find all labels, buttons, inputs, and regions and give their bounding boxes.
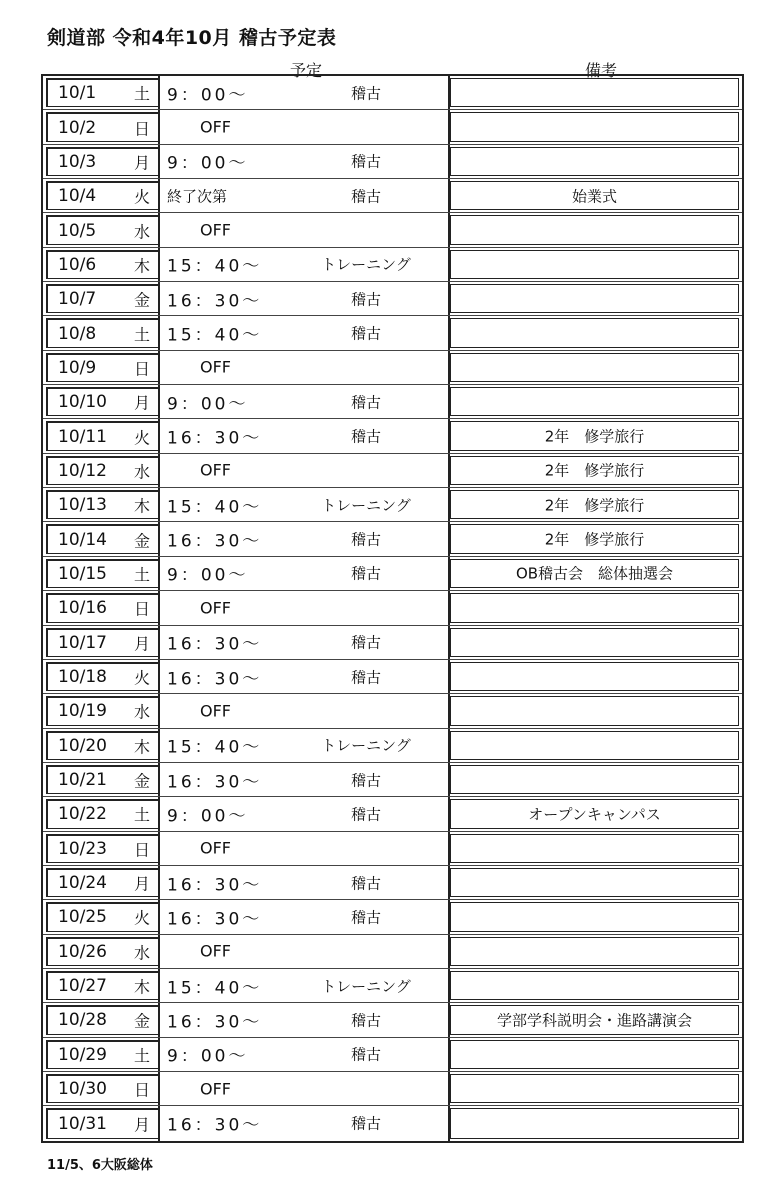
notes-cell <box>450 524 739 553</box>
weekday-label: 木 <box>134 977 151 997</box>
table-row <box>43 522 742 556</box>
plan-cell <box>158 694 450 727</box>
time-label: 9：00～ <box>167 153 249 174</box>
weekday-label: 日 <box>134 840 151 860</box>
table-row <box>43 488 742 522</box>
activity-label: 稽古 <box>350 805 381 824</box>
table-row <box>43 1072 742 1106</box>
note-label: 2年 修学旅行 <box>544 461 645 480</box>
notes-cell <box>450 834 739 863</box>
weekday-label: 火 <box>134 428 151 448</box>
date-label: 10/11 <box>58 426 107 447</box>
notes-cell <box>450 78 739 107</box>
date-label: 10/29 <box>58 1044 107 1065</box>
weekday-label: 月 <box>134 634 151 654</box>
date-cell <box>46 1040 160 1069</box>
time-label: 終了次第 <box>167 187 228 206</box>
plan-cell <box>158 1038 450 1071</box>
table-row <box>43 282 742 316</box>
activity-label: トレーニング <box>321 255 411 274</box>
date-cell <box>46 1108 160 1138</box>
time-label: 15：40～ <box>167 978 263 999</box>
activity-label: 稽古 <box>350 152 381 171</box>
plan-cell <box>158 1003 450 1036</box>
date-cell <box>46 112 160 141</box>
plan-cell <box>158 900 450 933</box>
date-label: 10/31 <box>58 1113 107 1134</box>
date-label: 10/15 <box>58 563 107 584</box>
weekday-label: 火 <box>134 908 151 928</box>
date-label: 10/25 <box>58 907 107 928</box>
footer-note: 11/5、6大阪総体 <box>47 1158 153 1173</box>
date-cell <box>46 524 160 553</box>
notes-cell <box>450 902 739 931</box>
table-row <box>43 454 742 488</box>
time-label: 16：30～ <box>167 291 263 312</box>
weekday-label: 水 <box>134 462 151 482</box>
date-label: 10/16 <box>58 598 107 619</box>
plan-cell <box>158 626 450 659</box>
date-cell <box>46 250 160 279</box>
date-cell <box>46 628 160 657</box>
table-row <box>43 935 742 969</box>
plan-cell <box>158 763 450 796</box>
plan-cell <box>158 1106 450 1140</box>
table-row <box>43 866 742 900</box>
date-cell <box>46 937 160 966</box>
time-label: 16：30～ <box>167 1115 263 1136</box>
activity-label: 稽古 <box>350 290 381 309</box>
activity-label: 稽古 <box>350 324 381 343</box>
plan-cell <box>158 179 450 212</box>
date-cell <box>46 181 160 210</box>
time-label: 9：00～ <box>167 85 249 106</box>
weekday-label: 木 <box>134 256 151 276</box>
note-label: オープンキャンパス <box>528 805 661 824</box>
date-cell <box>46 215 160 244</box>
note-label: OB稽古会 総体抽選会 <box>515 564 674 583</box>
time-label: 16：30～ <box>167 909 263 930</box>
weekday-label: 土 <box>134 1046 151 1066</box>
time-label: OFF <box>200 701 231 721</box>
plan-cell <box>158 488 450 521</box>
date-cell <box>46 902 160 931</box>
notes-cell <box>450 1005 739 1034</box>
weekday-label: 土 <box>134 565 151 585</box>
table-row <box>43 763 742 797</box>
weekday-label: 水 <box>134 222 151 242</box>
date-label: 10/28 <box>58 1010 107 1031</box>
table-row <box>43 660 742 694</box>
notes-cell <box>450 421 739 450</box>
time-label: 16：30～ <box>167 1012 263 1033</box>
table-row <box>43 557 742 591</box>
date-cell <box>46 662 160 691</box>
activity-label: トレーニング <box>321 736 411 755</box>
plan-cell <box>158 557 450 590</box>
date-label: 10/13 <box>58 495 107 516</box>
notes-cell <box>450 799 739 828</box>
table-row <box>43 110 742 144</box>
weekday-label: 月 <box>134 1115 151 1135</box>
notes-cell <box>450 1074 739 1103</box>
note-label: 2年 修学旅行 <box>544 496 645 515</box>
table-row <box>43 969 742 1003</box>
weekday-label: 火 <box>134 668 151 688</box>
time-label: OFF <box>200 838 231 858</box>
time-label: 16：30～ <box>167 428 263 449</box>
date-label: 10/14 <box>58 529 107 550</box>
date-label: 10/19 <box>58 701 107 722</box>
weekday-label: 日 <box>134 119 151 139</box>
notes-cell <box>450 490 739 519</box>
table-row <box>43 1003 742 1037</box>
weekday-label: 金 <box>134 771 151 791</box>
date-label: 10/21 <box>58 770 107 791</box>
date-label: 10/8 <box>58 323 97 344</box>
table-row <box>43 385 742 419</box>
date-cell <box>46 78 160 107</box>
date-label: 10/17 <box>58 632 107 653</box>
activity-label: 稽古 <box>350 1114 381 1133</box>
time-label: 15：40～ <box>167 497 263 518</box>
schedule-table <box>41 74 744 1143</box>
activity-label: 稽古 <box>350 633 381 652</box>
plan-cell <box>158 110 450 143</box>
date-label: 10/30 <box>58 1079 107 1100</box>
notes-cell <box>450 696 739 725</box>
time-label: 16：30～ <box>167 772 263 793</box>
plan-cell <box>158 866 450 899</box>
notes-cell <box>450 318 739 347</box>
weekday-label: 水 <box>134 702 151 722</box>
date-label: 10/4 <box>58 186 97 207</box>
time-label: OFF <box>200 117 231 137</box>
date-label: 10/5 <box>58 220 97 241</box>
time-label: 15：40～ <box>167 256 263 277</box>
plan-cell <box>158 729 450 762</box>
note-label: 学部学科説明会・進路講演会 <box>496 1011 692 1030</box>
table-row <box>43 179 742 213</box>
date-cell <box>46 593 160 622</box>
plan-cell <box>158 969 450 1002</box>
weekday-label: 金 <box>134 1011 151 1031</box>
plan-cell <box>158 385 450 418</box>
date-label: 10/27 <box>58 976 107 997</box>
time-label: 9：00～ <box>167 1046 249 1067</box>
activity-label: 稽古 <box>350 84 381 103</box>
time-label: 9：00～ <box>167 565 249 586</box>
plan-cell <box>158 797 450 830</box>
time-label: 16：30～ <box>167 634 263 655</box>
weekday-label: 土 <box>134 805 151 825</box>
date-label: 10/22 <box>58 804 107 825</box>
weekday-label: 金 <box>134 290 151 310</box>
notes-cell <box>450 181 739 210</box>
activity-label: 稽古 <box>350 1045 381 1064</box>
note-label: 始業式 <box>571 187 617 206</box>
notes-cell <box>450 868 739 897</box>
notes-cell <box>450 765 739 794</box>
table-row <box>43 76 742 110</box>
activity-label: 稽古 <box>350 393 381 412</box>
notes-cell <box>450 456 739 485</box>
notes-cell <box>450 971 739 1000</box>
date-cell <box>46 353 160 382</box>
date-cell <box>46 490 160 519</box>
activity-label: トレーニング <box>321 977 411 996</box>
plan-cell <box>158 1072 450 1105</box>
time-label: 9：00～ <box>167 394 249 415</box>
note-label: 2年 修学旅行 <box>544 427 645 446</box>
time-label: 16：30～ <box>167 875 263 896</box>
activity-label: 稽古 <box>350 530 381 549</box>
date-label: 10/10 <box>58 392 107 413</box>
activity-label: 稽古 <box>350 771 381 790</box>
weekday-label: 火 <box>134 187 151 207</box>
plan-cell <box>158 145 450 178</box>
notes-cell <box>450 147 739 176</box>
activity-label: 稽古 <box>350 874 381 893</box>
date-label: 10/20 <box>58 735 107 756</box>
time-label: 9：00～ <box>167 806 249 827</box>
date-label: 10/3 <box>58 151 97 172</box>
table-row <box>43 419 742 453</box>
date-cell <box>46 318 160 347</box>
notes-cell <box>450 593 739 622</box>
plan-cell <box>158 522 450 555</box>
table-row <box>43 316 742 350</box>
notes-cell <box>450 559 739 588</box>
notes-cell <box>450 284 739 313</box>
plan-cell <box>158 316 450 349</box>
plan-cell <box>158 935 450 968</box>
table-row <box>43 1106 742 1140</box>
activity-label: トレーニング <box>321 496 411 515</box>
time-label: 15：40～ <box>167 325 263 346</box>
activity-label: 稽古 <box>350 908 381 927</box>
notes-cell <box>450 1040 739 1069</box>
notes-cell <box>450 662 739 691</box>
date-cell <box>46 1074 160 1103</box>
notes-column-header: 備考 <box>585 61 618 80</box>
table-row <box>43 729 742 763</box>
date-label: 10/24 <box>58 873 107 894</box>
plan-cell <box>158 419 450 452</box>
date-cell <box>46 147 160 176</box>
plan-cell <box>158 282 450 315</box>
date-label: 10/23 <box>58 838 107 859</box>
date-label: 10/1 <box>58 83 97 104</box>
plan-cell <box>158 591 450 624</box>
notes-cell <box>450 731 739 760</box>
weekday-label: 日 <box>134 599 151 619</box>
table-row <box>43 145 742 179</box>
weekday-label: 日 <box>134 1080 151 1100</box>
date-cell <box>46 421 160 450</box>
table-row <box>43 797 742 831</box>
plan-cell <box>158 248 450 281</box>
date-cell <box>46 387 160 416</box>
table-row <box>43 694 742 728</box>
weekday-label: 木 <box>134 496 151 516</box>
date-cell <box>46 696 160 725</box>
notes-cell <box>450 250 739 279</box>
date-label: 10/12 <box>58 460 107 481</box>
table-row <box>43 351 742 385</box>
time-label: OFF <box>200 941 231 961</box>
time-label: OFF <box>200 598 231 618</box>
time-label: OFF <box>200 357 231 377</box>
weekday-label: 月 <box>134 153 151 173</box>
date-cell <box>46 765 160 794</box>
notes-cell <box>450 1108 739 1138</box>
activity-label: 稽古 <box>350 668 381 687</box>
date-label: 10/26 <box>58 941 107 962</box>
table-row <box>43 832 742 866</box>
weekday-label: 水 <box>134 943 151 963</box>
date-cell <box>46 868 160 897</box>
table-row <box>43 1038 742 1072</box>
date-cell <box>46 834 160 863</box>
table-row <box>43 248 742 282</box>
date-label: 10/6 <box>58 254 97 275</box>
date-label: 10/18 <box>58 667 107 688</box>
table-row <box>43 626 742 660</box>
activity-label: 稽古 <box>350 427 381 446</box>
date-label: 10/9 <box>58 357 97 378</box>
plan-column-header: 予定 <box>290 61 323 80</box>
notes-cell <box>450 387 739 416</box>
plan-cell <box>158 832 450 865</box>
activity-label: 稽古 <box>350 1011 381 1030</box>
note-label: 2年 修学旅行 <box>544 530 645 549</box>
activity-label: 稽古 <box>350 564 381 583</box>
date-cell <box>46 1005 160 1034</box>
plan-cell <box>158 213 450 246</box>
page-title: 剣道部 令和4年10月 稽古予定表 <box>47 27 337 49</box>
plan-cell <box>158 351 450 384</box>
date-cell <box>46 971 160 1000</box>
plan-cell <box>158 660 450 693</box>
weekday-label: 日 <box>134 359 151 379</box>
weekday-label: 土 <box>134 84 151 104</box>
notes-cell <box>450 353 739 382</box>
notes-cell <box>450 628 739 657</box>
table-row <box>43 213 742 247</box>
date-cell <box>46 284 160 313</box>
table-row <box>43 591 742 625</box>
time-label: 16：30～ <box>167 531 263 552</box>
date-label: 10/2 <box>58 117 97 138</box>
time-label: OFF <box>200 220 231 240</box>
plan-cell <box>158 454 450 487</box>
weekday-label: 木 <box>134 737 151 757</box>
table-row <box>43 900 742 934</box>
weekday-label: 土 <box>134 325 151 345</box>
plan-cell <box>158 76 450 109</box>
weekday-label: 月 <box>134 874 151 894</box>
time-label: OFF <box>200 460 231 480</box>
weekday-label: 月 <box>134 393 151 413</box>
date-cell <box>46 456 160 485</box>
time-label: 16：30～ <box>167 669 263 690</box>
notes-cell <box>450 215 739 244</box>
date-label: 10/7 <box>58 289 97 310</box>
activity-label: 稽古 <box>350 187 381 206</box>
notes-cell <box>450 112 739 141</box>
weekday-label: 金 <box>134 531 151 551</box>
date-cell <box>46 731 160 760</box>
time-label: OFF <box>200 1079 231 1099</box>
notes-cell <box>450 937 739 966</box>
time-label: 15：40～ <box>167 737 263 758</box>
date-cell <box>46 799 160 828</box>
date-cell <box>46 559 160 588</box>
